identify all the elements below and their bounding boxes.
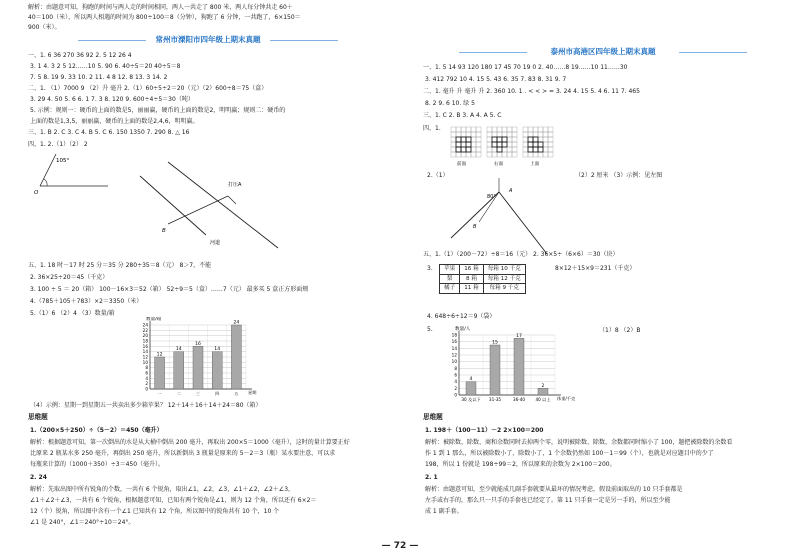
view-square (466, 137, 471, 142)
title-rule-right (270, 40, 338, 41)
river-figure (128, 160, 298, 255)
category-label: 36-40 (512, 397, 526, 402)
river-bank-line (140, 176, 206, 235)
point-o-label: O (34, 190, 39, 196)
grid-cell (533, 127, 538, 132)
think-line: ∠1 是 240°，∠1＝240°÷10＝24°。 (30, 519, 135, 526)
table-cell: 每箱 12 千克 (483, 274, 525, 284)
grid-cell (497, 147, 502, 152)
think-line: 解析：由题意可知，至少就能成几副手套就要从最坏的情况考虑，假设前面取出的 10 只手套都是 (425, 486, 683, 493)
answer-line: 四、1. (423, 125, 441, 132)
answer-line: 3. 29 4. 50 5. 6 6. 1 7. 3 8. 120 9. 600÷4÷5＝30（吨） (30, 96, 194, 103)
view-label-right: 右面 (494, 162, 504, 167)
chart-note: （4）示例：星期一到星期五一共卖出多少箱苹果？ 12＋14＋16＋14＋24＝80（箱） (30, 402, 262, 409)
y-tick-label: 6 (454, 372, 457, 378)
grid-cell (476, 147, 481, 152)
data-label: 17 (516, 333, 522, 339)
table-cell: 8 箱 (460, 274, 484, 284)
view-square (456, 147, 461, 152)
y-tick-label: 18 (142, 338, 148, 344)
grid-cell (497, 132, 502, 137)
data-label: 4 (469, 377, 473, 383)
intro-line-3: 900（米）。 (28, 24, 61, 31)
bar (538, 388, 548, 395)
view-square (456, 142, 461, 147)
grid-cell (451, 132, 456, 137)
grid-cell (466, 152, 471, 157)
river-bank-line (168, 162, 278, 248)
think-line: 成 1 副手套。 (425, 508, 463, 515)
category-label: 三 (195, 391, 201, 396)
angle-arc (44, 179, 47, 186)
y-axis-label: 数量/箱 (146, 317, 162, 322)
view-square (538, 142, 543, 147)
angle-label: 80° (487, 194, 496, 200)
fruit-table (439, 264, 526, 294)
bar (212, 352, 222, 389)
y-tick-label: 0 (454, 392, 457, 398)
y-tick-label: 16 (451, 339, 457, 345)
y-tick-label: 4 (454, 379, 457, 385)
y-tick-label: 8 (454, 365, 457, 371)
grid-cell (456, 137, 461, 142)
answer-line: 5. (427, 326, 433, 333)
data-label: 14 (214, 347, 221, 353)
think-line: 2. 1 (425, 474, 438, 481)
grid-cell (461, 152, 466, 157)
grid-cell (507, 142, 512, 147)
answer-line: 3. 1 4. 3 2 5 12……10 5. 90 6. 40÷5＝20 40÷5＝8 (30, 63, 181, 70)
grid-cell (538, 147, 543, 152)
answer-line: 三、1. C 2. B 3. A 4. A 5. C (423, 112, 502, 119)
view-square (492, 142, 497, 147)
perpendicular-line (168, 196, 228, 224)
grid-cell (502, 137, 507, 142)
grid-cell (466, 137, 471, 142)
grid-cell (476, 142, 481, 147)
grid-cell (548, 142, 553, 147)
answer-line: 二、1. 毫升 升 毫升 升 2. 360 10. 1 . < < > = 3. 24 4. 15 5. 4 6. 11 7. 465 (423, 88, 640, 95)
think-title-right: 思维题 (423, 413, 443, 421)
grid-cell (492, 132, 497, 137)
answer-line: 四、1. 2.（1）（2） 2 (28, 141, 88, 148)
grid-cell (456, 127, 461, 132)
y-tick-label: 14 (142, 349, 148, 355)
think-line: 解析：根据题意可知，第一次倒出的水是从大桶中倒出 200 毫升，再取出 200×5＝1000（毫升），这时的量计算要正好 (30, 439, 350, 446)
grid-cell (523, 127, 528, 132)
y-tick-label: 24 (142, 322, 148, 328)
answer-line: 2.（1） (427, 172, 449, 179)
grid-cell (492, 142, 497, 147)
grid-cell (548, 137, 553, 142)
answer-line: 三、1. B 2. C 3. C 4. B 5. C 6. 150 1350 7. 290 8. △ 16 (28, 129, 190, 136)
view-square (533, 142, 538, 147)
think-title-left: 思维题 (28, 413, 48, 421)
bar (231, 325, 241, 389)
point-b-label: B (473, 224, 477, 230)
y-tick-label: 18 (451, 332, 457, 338)
angle-figure (34, 150, 114, 200)
think-line: 12（个）锐角，所以图中含有一个∠1 已知共有 12 个角，所以图中的锐角共有 10 个，10 个 (30, 508, 280, 515)
grid-cell (528, 137, 533, 142)
grid-cell (492, 152, 497, 157)
y-tick-label: 12 (451, 352, 457, 358)
answer-line: 3. (427, 265, 433, 272)
think-line: 198，所以 1 份就是 198÷99＝2，所以原来的余数为 2×100＝200。 (425, 461, 616, 468)
grid-cell (512, 152, 517, 157)
grid-cell (548, 127, 553, 132)
y-tick-label: 0 (145, 386, 148, 392)
grid-cell (543, 142, 548, 147)
bar (466, 382, 476, 395)
answer-line: 4.（785＋105＋783）×2＝3350（米） (30, 298, 143, 305)
grid-cell (461, 132, 466, 137)
grid-cell (497, 137, 502, 142)
y-tick-label: 12 (142, 354, 148, 360)
category-label: 二 (176, 391, 181, 396)
y-tick-label: 22 (142, 327, 148, 333)
grid-cell (497, 152, 502, 157)
view-square (497, 147, 502, 152)
think-line: 解析：先取出图中所有锐角的个数，一共有 6 个锐角，取出∠1，∠2，∠3，∠1＋∠2，∠2＋∠3， (30, 486, 295, 493)
intro-line-1: 解析：由题意可知，狗跑的时间与两人走的时间相同，两人一共走了 800 米，两人每分钟共走 60＋ (28, 4, 293, 11)
grid-cell (471, 127, 476, 132)
grid-cell (528, 152, 533, 157)
bar (155, 357, 165, 389)
think-line: 左手或右手的，那么只一只手的手套也已经定了。第 11 只手套一定是另一手的，所以至少能 (425, 497, 671, 504)
view-square (461, 137, 466, 142)
grid-cell (507, 132, 512, 137)
grid-cell (548, 152, 553, 157)
grid-cell (502, 142, 507, 147)
grid-cell (461, 137, 466, 142)
grid-cell (476, 152, 481, 157)
answer-line: 7. 5 8. 19 9. 33 10. 2 11. 4 8 12. 8 13. 3 14. 2 (30, 74, 168, 81)
grid-cell (523, 132, 528, 137)
y-tick-label: 4 (145, 375, 148, 381)
grid-cell (487, 147, 492, 152)
grid-cell (476, 132, 481, 137)
grid-cell (538, 137, 543, 142)
view-square (497, 142, 502, 147)
table-cell: 苹果 (440, 265, 460, 275)
grid-cell (471, 132, 476, 137)
view-square (533, 147, 538, 152)
grid-cell (523, 142, 528, 147)
river-label: 河道 (210, 240, 221, 246)
view-square (528, 147, 533, 152)
view-square (502, 137, 507, 142)
table-calc: 8×12＋15×9＝231（千克） (555, 265, 636, 272)
category-label: 30 及以下 (461, 397, 481, 402)
think-line: 1. 198＋（100－11）－2 2×100＝200 (425, 427, 544, 434)
answer-line: 上面的数是1,3,5，丽丽赢，硬币的上面的数是2,4,6，明明赢。 (30, 118, 199, 125)
grid-cell (507, 127, 512, 132)
grid-cell (507, 152, 512, 157)
grid-cell (523, 152, 528, 157)
answer-line: 4. 648÷6÷12＝9（袋） (427, 313, 496, 320)
answer-line: （2）2 厘米 （3）示例：见左图 (575, 172, 663, 179)
think-line: 每瓶来计算的（1000＋350）÷3＝450（毫升）。 (30, 461, 165, 468)
grid-cell (548, 147, 553, 152)
grid-cell (502, 147, 507, 152)
dam-label: 打压A (228, 182, 242, 188)
grid-cell (512, 132, 517, 137)
y-tick-label: 10 (451, 359, 457, 365)
grid-cell (543, 147, 548, 152)
grid-cell (523, 147, 528, 152)
grid-cell (533, 137, 538, 142)
think-line: 2. 24 (30, 474, 47, 481)
grid-cell (471, 147, 476, 152)
category-label: 31-35 (488, 397, 502, 402)
category-label: 四 (215, 391, 220, 396)
grid-cell (451, 127, 456, 132)
grid-cell (528, 132, 533, 137)
answer-line: 5. 示例：规则一：硬币的上面的数是5，丽丽赢，硬币的上面的数是2，明明赢；规则二：硬币的 (30, 107, 286, 114)
grid-cell (543, 137, 548, 142)
data-label: 15 (492, 340, 498, 346)
x-axis-label: 体重/千克 (557, 396, 576, 401)
grid-cell (451, 147, 456, 152)
table-row (440, 265, 526, 275)
grid-cell (502, 127, 507, 132)
y-axis-label: 数量/人 (455, 327, 471, 332)
grid-cell (507, 147, 512, 152)
grid-cell (538, 142, 543, 147)
think-line: 解析：被除数、除数、商和余数同时去掉两个零，说明被除数、除数、余数都同时缩小了 100，题把被除数的余数看 (425, 439, 733, 446)
point-a-label: A (509, 188, 513, 194)
grid-cell (461, 147, 466, 152)
grid-cell (543, 132, 548, 137)
grid-cell (538, 132, 543, 137)
view-square (528, 142, 533, 147)
grid-cell (487, 142, 492, 147)
title-rule-right (679, 52, 747, 53)
data-label: 12 (156, 352, 163, 358)
grid-cell (528, 127, 533, 132)
answer-line: 3. 100 ÷ 5 ＝ 20（箱） 100－16×3＝52（箱） 52÷9＝5（盒）……7（元） 最多买 5 盒正方形面颊 (30, 286, 309, 293)
category-label: 一 (157, 391, 162, 396)
grid-cell (533, 132, 538, 137)
bar (514, 338, 524, 395)
grid-cell (533, 152, 538, 157)
answer-line: 3. 412 792 10 4. 15 5. 43 6. 35 7. 83 8. 31 9. 7 (425, 76, 567, 83)
three-views-figure (447, 123, 557, 167)
category-label: 40 以上 (535, 397, 551, 402)
table-cell: 11 箱 (460, 284, 484, 294)
y-tick-label: 2 (145, 381, 148, 387)
grid-cell (497, 127, 502, 132)
grid-cell (512, 127, 517, 132)
angle-ray-slanted (40, 154, 56, 186)
y-tick-label: 14 (451, 345, 457, 351)
perpendicular-line (228, 196, 236, 204)
grid-cell (466, 147, 471, 152)
grid-cell (512, 142, 517, 147)
grid-cell (476, 137, 481, 142)
grid-cell (487, 132, 492, 137)
answer-line: 一、1. 6 36 270 36 92 2. 5 12 26 4 (28, 52, 132, 59)
grid-cell (471, 137, 476, 142)
table-row (440, 274, 526, 284)
answer-line: 一、1. 5 14 93 120 180 17 45 70 19 0 2. 40……8 19……10 11……30 (423, 64, 628, 71)
view-square (497, 137, 502, 142)
grid-cell (476, 127, 481, 132)
angle-ab-figure (443, 178, 563, 258)
table-cell: 梨 (440, 274, 460, 284)
grid-cell (543, 152, 548, 157)
bar (193, 346, 203, 389)
page-number: — 72 — (381, 541, 419, 551)
grid-cell (492, 127, 497, 132)
bar-chart-weights (441, 323, 581, 409)
grid-cell (533, 142, 538, 147)
bar (174, 352, 184, 389)
view-square (528, 137, 533, 142)
grid-cell (512, 147, 517, 152)
table-cell: 每箱 9 千克 (483, 284, 525, 294)
data-label: 14 (175, 347, 182, 353)
section-title-taizhou: 泰州市高港区四年级上期末真题 (550, 47, 656, 56)
grid-cell (487, 152, 492, 157)
grid-cell (523, 137, 528, 142)
grid-cell (487, 137, 492, 142)
view-label-top: 上面 (530, 162, 540, 167)
grid-cell (492, 137, 497, 142)
grid-cell (533, 147, 538, 152)
grid-cell (461, 142, 466, 147)
bar-chart-apples (112, 317, 262, 399)
grid-cell (471, 152, 476, 157)
grid-cell (466, 127, 471, 132)
data-label: 24 (233, 320, 240, 326)
section-title-changzhou: 常州市溧阳市四年级上期末真题 (155, 35, 261, 44)
grid-cell (451, 137, 456, 142)
grid-cell (451, 152, 456, 157)
think-line: 1.（200×5＋250）÷（5－2）＝450（毫升） (30, 427, 163, 434)
grid-cell (507, 137, 512, 142)
grid-cell (538, 127, 543, 132)
view-square (461, 147, 466, 152)
grid-cell (456, 147, 461, 152)
grid-cell (451, 142, 456, 147)
view-square (466, 142, 471, 147)
view-square (502, 142, 507, 147)
think-line: 比原来 2 瓶某水多 250 毫升，再倒出 250 毫升，所以新倒出 3 瓶量是原来的 5－2＝3（瓶）某水要注意，可以求 (30, 450, 336, 457)
grid-cell (471, 142, 476, 147)
view-label-front: 前面 (457, 162, 467, 167)
view-square (456, 137, 461, 142)
view-square (538, 147, 543, 152)
table-cell: 16 箱 (460, 265, 484, 275)
grid-cell (456, 132, 461, 137)
y-tick-label: 20 (142, 333, 148, 339)
grid-cell (492, 147, 497, 152)
grid-cell (502, 152, 507, 157)
table-cell: 橘子 (440, 284, 460, 294)
y-tick-label: 6 (145, 370, 148, 376)
grid-cell (456, 142, 461, 147)
grid-cell (512, 137, 517, 142)
table-row (440, 284, 526, 294)
think-line: ∠1＋∠2＋∠3，一共有 6 个锐角，根据题意可知，已知有两个锐角是∠1，则为 12 个角，所以还有 6×2＝ (30, 497, 317, 504)
view-square (533, 137, 538, 142)
point-b-label: B (162, 228, 166, 234)
grid-cell (528, 147, 533, 152)
chart-answer: （1）8 （2）B (599, 327, 641, 334)
y-tick-label: 10 (142, 359, 148, 365)
answer-line: 5.（1）6 （2）4 （3）数量/箱 (30, 310, 115, 317)
category-label: 五 (234, 391, 239, 396)
grid-cell (528, 142, 533, 147)
grid-cell (461, 127, 466, 132)
x-axis-label: 星期 (248, 390, 257, 395)
y-tick-label: 2 (454, 385, 457, 391)
grid-cell (538, 152, 543, 157)
bar (490, 345, 500, 395)
line-segment (499, 192, 547, 254)
data-label: 2 (541, 383, 545, 389)
view-square (492, 137, 497, 142)
grid-cell (548, 132, 553, 137)
grid-cell (456, 152, 461, 157)
table-cell: 每箱 10 千克 (483, 265, 525, 275)
grid-cell (502, 132, 507, 137)
angle-label: 105° (56, 158, 70, 164)
y-tick-label: 8 (145, 365, 148, 371)
view-square (466, 147, 471, 152)
grid-cell (466, 142, 471, 147)
answer-line: 8. 2 9. 6 10. 绿 5 (425, 100, 475, 107)
think-line: 作 1 到 1 那么，所以被除数小了，除数小了，1 个余数仍然如 100－1＝99（个），也就是对应题目中的少了 (425, 450, 714, 457)
answer-line: 五、1. 18 时－17 时 25 分＝35 分 280÷35＝8（元） 8＞7，不能 (28, 262, 212, 269)
grid-cell (487, 127, 492, 132)
answer-line: 五、1.（1）（200－72）÷8＝16（元） 2. 36×5÷（6×6）＝30（块） (423, 251, 619, 258)
grid-cell (543, 127, 548, 132)
answer-line: 2. 36×25÷20＝45（千克） (30, 274, 109, 281)
grid-cell (497, 142, 502, 147)
answer-line: 二、1. （1）7000 9 （2）升 毫升 2.（1）60÷5÷2＝20（元）（2）600÷8＝75（盒） (28, 85, 268, 92)
y-tick-label: 16 (142, 343, 148, 349)
intro-line-2: 40＝100（米），所以两人相遇的时间为 800÷100＝8（分钟），狗跑了 6 分钟，一共跑了，6×150＝ (28, 14, 301, 21)
data-label: 16 (195, 341, 201, 347)
grid-cell (466, 132, 471, 137)
